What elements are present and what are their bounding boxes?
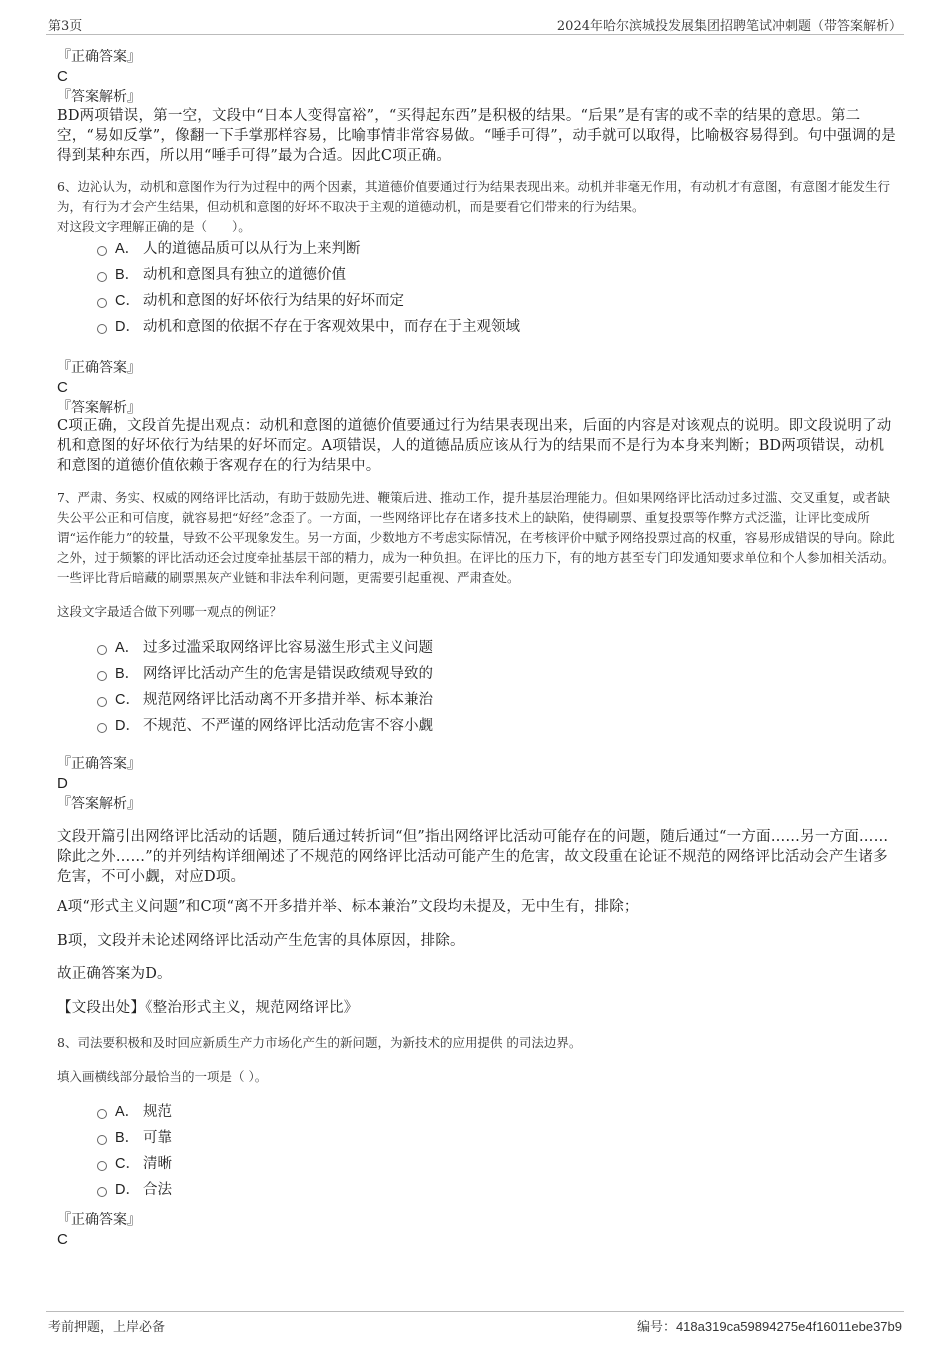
- radio-icon[interactable]: [97, 1109, 107, 1119]
- radio-icon[interactable]: [97, 1135, 107, 1145]
- q7-option-c[interactable]: C． 规范网络评比活动离不开多措并举、标本兼治: [97, 690, 433, 710]
- answer-value: C: [57, 1231, 68, 1248]
- q8-option-c[interactable]: C． 清晰: [97, 1154, 172, 1174]
- document-code: 编号：418a319ca59894275e4f16011ebe37b9: [636, 1319, 902, 1334]
- radio-icon[interactable]: [97, 1187, 107, 1197]
- page-number: 第3页: [48, 19, 83, 34]
- answer-label: 『正确答案』: [57, 756, 141, 772]
- q7-ask: 这段文字最适合做下列哪一观点的例证？: [57, 604, 283, 619]
- q6-option-b[interactable]: B． 动机和意图具有独立的道德价值: [97, 265, 346, 285]
- q8-ask: 填入画横线部分最恰当的一项是（ ）。: [57, 1069, 268, 1084]
- q6-analysis: C项正确，文段首先提出观点：动机和意图的道德价值要通过行为结果表现出来，后面的内容是对该观点的说明。即文段说明了动机和意图的好坏依行为结果的好坏而定。A项错误，人的道德品质应该从行为的结果而不是行为本身来判断；BD两项错误，动机和意图的道德价值依赖于客观存在的行为结果中。: [57, 418, 892, 474]
- analysis-label: 『答案解析』: [57, 89, 141, 105]
- answer-label: 『正确答案』: [57, 1212, 141, 1228]
- q8-option-d[interactable]: D． 合法: [97, 1180, 172, 1200]
- radio-icon[interactable]: [97, 671, 107, 681]
- q6-ask: 对这段文字理解正确的是（ ）。: [57, 219, 251, 234]
- q7-option-a[interactable]: A． 过多过滥采取网络评比容易滋生形式主义问题: [97, 638, 433, 658]
- q5-analysis: BD两项错误，第一空，文段中“日本人变得富裕”，“买得起东西”是积极的结果。“后果”是有害的或不幸的结果的意思。第二空，“易如反掌”，像翻一下手掌那样容易，比喻事情非常容易做。“唾手可得”，动手就可以取得，比喻极容易得到。句中强调的是得到某种东西，所以用“唾手可得”最为合适。因此C项正确。: [57, 108, 896, 164]
- q7-analysis-para-3: B项，文段并未论述网络评比活动产生危害的具体原因，排除。: [57, 933, 465, 949]
- answer-label: 『正确答案』: [57, 360, 141, 376]
- q7-answer-block: [57, 754, 897, 814]
- q6-option-d[interactable]: D． 动机和意图的依据不存在于客观效果中，而存在于主观领域: [97, 317, 520, 337]
- radio-icon[interactable]: [97, 246, 107, 256]
- q8-answer-block: [57, 1210, 897, 1250]
- radio-icon[interactable]: [97, 697, 107, 707]
- q7-analysis-para-1: 文段开篇引出网络评比活动的话题，随后通过转折词“但”指出网络评比活动可能存在的问题，随后通过“一方面……另一方面……除此之外……”的并列结构详细阐述了不规范的网络评比活动可能产生的危害，故文段重在论证不规范的网络评比活动会产生诸多危害，不可小觑，对应D项。: [57, 829, 889, 885]
- document-title: 2024年哈尔滨城投发展集团招聘笔试冲刺题（带答案解析）: [556, 19, 902, 34]
- q7-option-b[interactable]: B． 网络评比活动产生的危害是错误政绩观导致的: [97, 664, 433, 684]
- q7-option-d[interactable]: D． 不规范、不严谨的网络评比活动危害不容小觑: [97, 716, 433, 736]
- answer-value: C: [57, 379, 68, 396]
- q5-answer-block: [57, 47, 897, 107]
- radio-icon[interactable]: [97, 298, 107, 308]
- q7-source: 【文段出处】《整治形式主义，规范网络评比》: [57, 1000, 359, 1016]
- radio-icon[interactable]: [97, 324, 107, 334]
- radio-icon[interactable]: [97, 723, 107, 733]
- q6-answer-block: [57, 358, 897, 418]
- radio-icon[interactable]: [97, 272, 107, 282]
- answer-value: D: [57, 775, 68, 792]
- q8-option-b[interactable]: B． 可靠: [97, 1128, 172, 1148]
- q8-stem: 8、司法要积极和及时回应新质生产力市场化产生的新问题，为新技术的应用提供 的司法边界。: [57, 1035, 582, 1050]
- page-header: [46, 14, 904, 35]
- q7-analysis-para-2: A项“形式主义问题”和C项“离不开多措并举、标本兼治”文段均未提及，无中生有，排除；: [57, 899, 639, 915]
- analysis-label: 『答案解析』: [57, 796, 141, 812]
- q6-option-c[interactable]: C． 动机和意图的好坏依行为结果的好坏而定: [97, 291, 404, 311]
- radio-icon[interactable]: [97, 645, 107, 655]
- q6-stem: 6、边沁认为，动机和意图作为行为过程中的两个因素，其道德价值要通过行为结果表现出来。动机并非毫无作用，有动机才有意图，有意图才能发生行为，有行为才会产生结果，但动机和意图的好坏不取决于主观的道德动机，而是要看它们带来的行为结果。: [57, 179, 890, 214]
- answer-value: C: [57, 68, 68, 85]
- analysis-label: 『答案解析』: [57, 400, 141, 416]
- page-footer: [46, 1311, 904, 1336]
- q6-option-a[interactable]: A． 人的道德品质可以从行为上来判断: [97, 239, 361, 259]
- radio-icon[interactable]: [97, 1161, 107, 1171]
- q7-stem: 7、严肃、务实、权威的网络评比活动，有助于鼓励先进、鞭策后进、推动工作，提升基层治理能力。但如果网络评比活动过多过滥、交叉重复，或者缺失公平公正和可信度，就容易把“好经”念歪了。一方面，一些网络评比存在诸多技术上的缺陷，使得刷票、重复投票等作弊方式泛滥，让评比变成所谓“运作能力”的较量，导致不公平现象发生。另一方面，少数地方不考虑实际情况，在考核评价中赋予网络投票过高的权重，容易形成错误的导向。除此之外，过于频繁的评比活动还会过度牵扯基层干部的精力，成为一种负担。在评比的压力下，有的地方甚至专门印发通知要求单位和个人参加相关活动。一些评比背后暗藏的刷票黑灰产业链和非法牟利问题，更需要引起重视、严肃查处。: [57, 490, 895, 585]
- q7-analysis-para-4: 故正确答案为D。: [57, 966, 172, 982]
- q8-option-a[interactable]: A． 规范: [97, 1102, 172, 1122]
- footer-slogan: 考前押题，上岸必备: [48, 1320, 166, 1335]
- answer-label: 『正确答案』: [57, 49, 141, 65]
